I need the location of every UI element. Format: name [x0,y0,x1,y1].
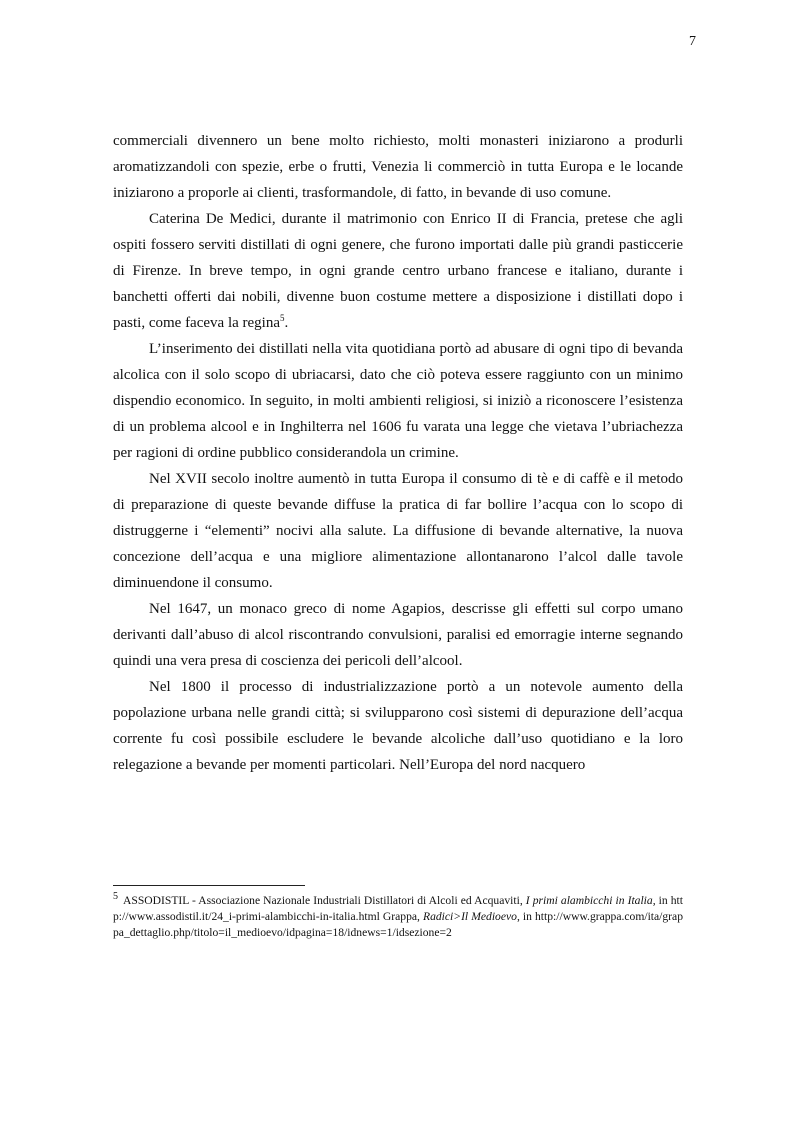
paragraph: Nel XVII secolo inoltre aumentò in tutta Europa il consumo di tè e di caffè e il metodo di preparazione di queste bevande diffuse la pratica di far bollire l’acqua con lo scopo di distruggerne i “elementi” nocivi alla salute. La diffusione di bevande alternative, la nuova concezione dell’acqua e una migliore alimentazione allontanarono l’alcol dalle tavole diminuendone il consumo. [113,471,683,591]
paragraph: L’inserimento dei distillati nella vita quotidiana portò ad abusare di ogni tipo di bevanda alcolica con il solo scopo di ubriacarsi, dato che ciò poteva essere raggiunto con un minimo dispendio economico. In seguito, in molti ambienti religiosi, si iniziò a riconoscere l’esistenza di un problema alcool e in Inghilterra nel 1606 fu varata una legge che vietava l’ubriachezza per ragioni di ordine pubblico considerandola un crimine. [113,341,683,461]
footnote-number: 5 [113,891,118,903]
paragraph: Nel 1647, un monaco greco di nome Agapios, descrisse gli effetti sul corpo umano derivanti dall’abuso di alcol riscontrando convulsioni, paralisi ed emorragie interne segnando quindi una vera presa di coscienza dei pericoli dell’alcool. [113,601,683,669]
paragraph-end-punctuation: . [284,315,289,331]
footnote [113,893,683,941]
body-text [113,128,683,778]
footnote-title: Radici>Il Medioevo [422,910,517,923]
footnote-text: ASSODISTIL - Associazione Nazionale Industriali Distillatori di Alcoli ed Acquaviti, [123,894,526,907]
footnote-separator [113,885,305,886]
footnote-title: I primi alambicchi in Italia, [525,894,656,907]
paragraph: Nel 1800 il processo di industrializzazione portò a un notevole aumento della popolazione urbana nelle grandi città; si svilupparono così sistemi di depurazione dell’acqua corrente fu così possibile escludere le bevande alcoliche dall’uso quotidiano e la loro relegazione a bevande per momenti particolari. Nell’Europa del nord nacquero [113,679,683,773]
page-number: 7 [689,34,696,49]
footnote-link-text[interactable]: , in http://www.grappa.com/ita/grappa_dettaglio.php/titolo=il_medioevo/idpagina=18/idnews=1/idsezione=2 [113,910,683,939]
paragraph [113,206,683,336]
footnote-link-text[interactable]: in http://www.assodistil.it/24_i-primi-alambicchi-in-italia.html Grappa, [113,894,684,923]
footnote-reference[interactable]: 5 [280,313,285,323]
paragraph-text: Caterina De Medici, durante il matrimonio con Enrico II di Francia, pretese che agli ospiti fossero serviti distillati di ogni genere, che furono importati dalle più grandi pasticcerie di Firenze. In breve tempo, in ogni grande centro urbano francese e italiano, durante i banchetti offerti dai nobili, divenne buon costume mettere a disposizione i distillati dopo i pasti, come faceva la regina [113,211,683,331]
paragraph: commerciali divennero un bene molto richiesto, molti monasteri iniziarono a produrli aromatizzandoli con spezie, erbe o frutti, Venezia li commerciò in tutta Europa e le locande iniziarono a proporle ai clienti, trasformandole, di fatto, in bevande di uso comune. [113,133,683,201]
